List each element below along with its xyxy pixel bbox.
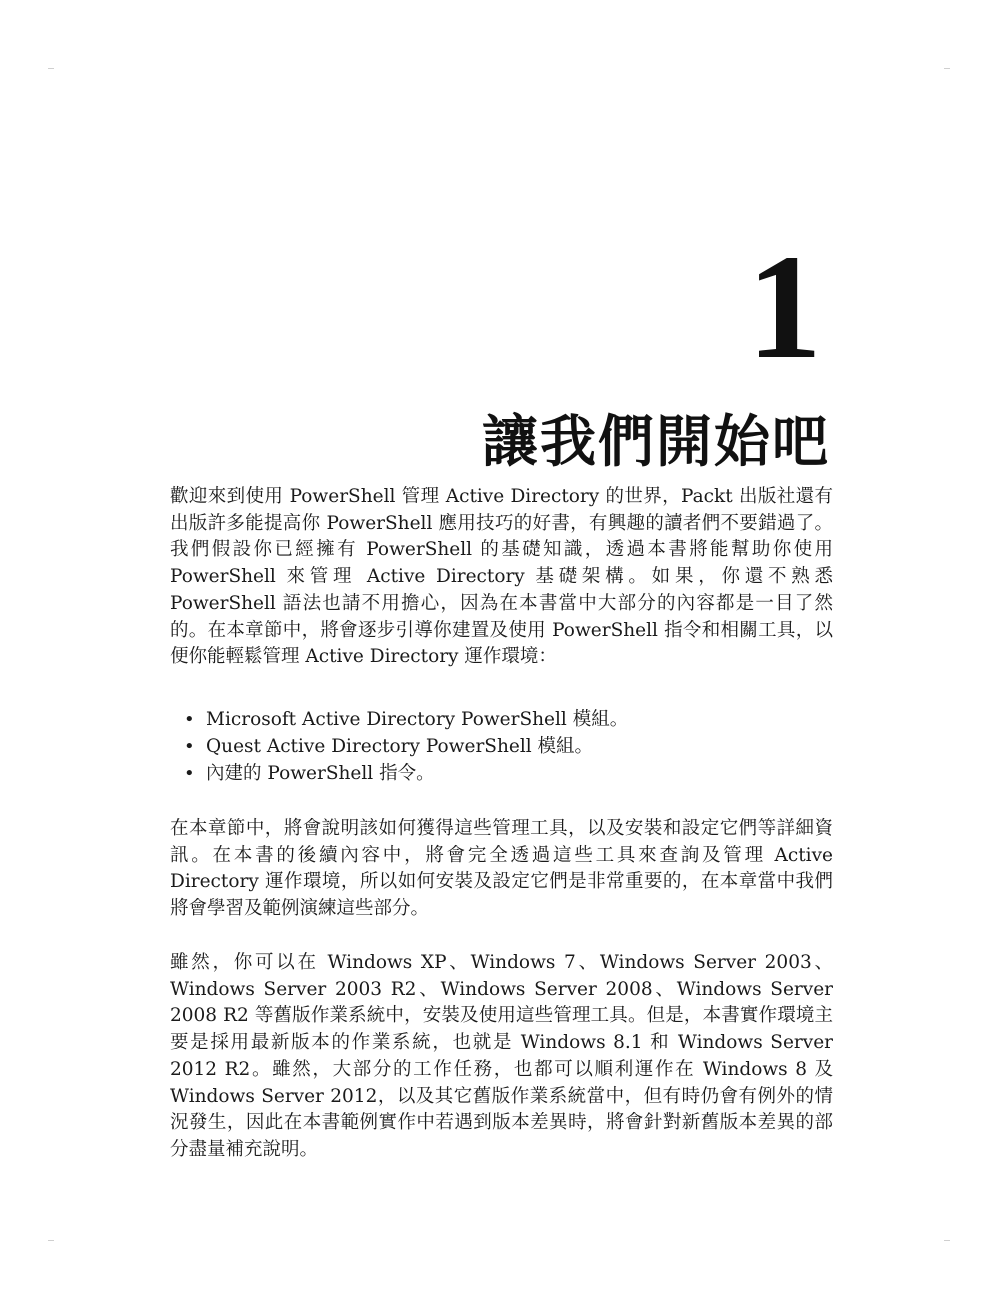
list-item (184, 733, 628, 760)
crop-mark-bottom-right (944, 1240, 950, 1241)
list-item-text: Microsoft Active Directory PowerShell 模組。 (206, 709, 629, 730)
bullet-icon: • (184, 763, 195, 784)
list-item (184, 760, 628, 787)
list-item-text: 內建的 PowerShell 指令。 (206, 763, 435, 784)
list-item-text: Quest Active Directory PowerShell 模組。 (206, 736, 594, 757)
chapter-title: 讓我們開始吧 (482, 410, 830, 475)
chapter-number: 1 (747, 224, 822, 390)
list-item (184, 706, 628, 733)
bullet-icon: • (184, 736, 195, 757)
intro-paragraph: 歡迎來到使用 PowerShell 管理 Active Directory 的世界，Packt 出版社還有出版許多能提高你 PowerShell 應用技巧的好書，有興趣的讀者們不要錯過了。我們假設你已經擁有 PowerShell 的基礎知識，透過本書將能幫助你使用 PowerShell 來管理 Active Directory 基礎架構。如果，你還不熟悉 PowerShell 語法也請不用擔心，因為在本書當中大部分的內容都是一目了然的。在本章節中，將會逐步引導你建置及使用 PowerShell 指令和相關工具，以便你能輕鬆管理 Active Directory 運作環境： (170, 486, 833, 668)
crop-mark-top-right (944, 68, 950, 69)
crop-mark-top-left (48, 68, 54, 69)
tool-list (184, 706, 628, 787)
versions-paragraph: 雖然，你可以在 Windows XP、Windows 7、Windows Server 2003、Windows Server 2003 R2、Windows Server 2008、Windows Server 2008 R2 等舊版作業系統中，安裝及使用這些管理工具。但是，本書實作環境主要是採用最新版本的作業系統，也就是 Windows 8.1 和 Windows Server 2012 R2。雖然，大部分的工作任務，也都可以順利運作在 Windows 8 及 Windows Server 2012，以及其它舊版作業系統當中，但有時仍會有例外的情況發生，因此在本書範例實作中若遇到版本差異時，將會針對新舊版本差異的部分盡量補充說明。 (170, 952, 833, 1160)
chapter-body (170, 484, 833, 1160)
bullet-icon: • (184, 709, 195, 730)
crop-mark-bottom-left (48, 1240, 54, 1241)
details-paragraph: 在本章節中，將會說明該如何獲得這些管理工具，以及安裝和設定它們等詳細資訊。在本書的後續內容中，將會完全透過這些工具來查詢及管理 Active Directory 運作環境，所以如何安裝及設定它們是非常重要的，在本章當中我們將會學習及範例演練這些部分。 (170, 818, 833, 920)
